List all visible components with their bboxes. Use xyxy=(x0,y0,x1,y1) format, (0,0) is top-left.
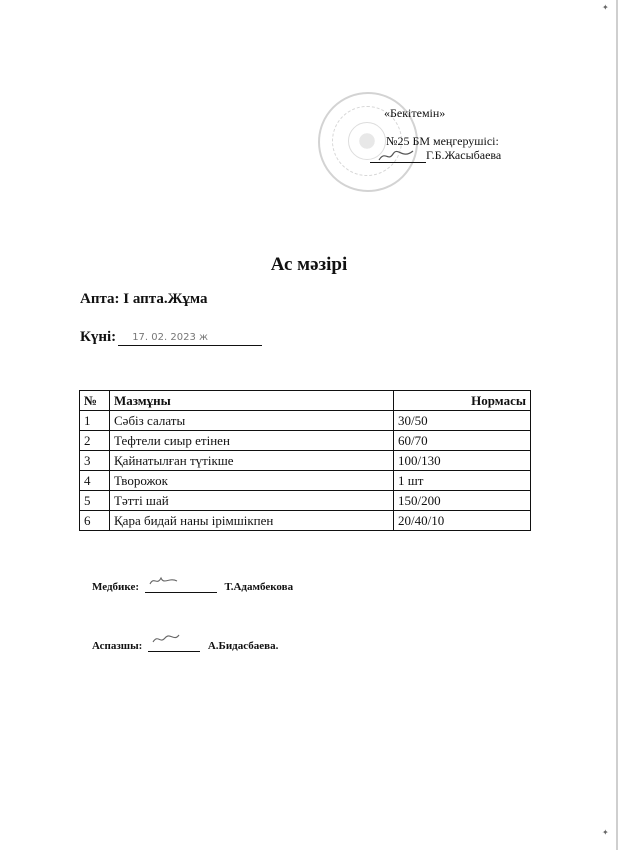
dish-norm: 20/40/10 xyxy=(394,511,531,531)
week-label: Апта: І апта.Жұма xyxy=(80,291,208,307)
nurse-signature xyxy=(145,577,217,593)
nurse-label: Медбике: xyxy=(92,581,139,593)
director-signature xyxy=(370,150,426,163)
menu-table xyxy=(79,390,531,531)
approval-position: №25 БМ меңгерушісі: xyxy=(386,134,499,148)
dish-norm: 60/70 xyxy=(394,431,531,451)
table-row xyxy=(80,491,531,511)
dish-norm: 100/130 xyxy=(394,451,531,471)
table-row xyxy=(80,431,531,451)
dish-name: Қайнатылған түтікше xyxy=(110,451,394,471)
signature-scribble-icon xyxy=(152,632,180,648)
row-number: 4 xyxy=(80,471,110,491)
cook-signature xyxy=(148,636,200,652)
approval-signer-name: Г.Б.Жасыбаева xyxy=(426,148,502,162)
row-number: 3 xyxy=(80,451,110,471)
approval-title: «Бекітемін» xyxy=(384,106,446,120)
cook-name: А.Бидасбаева. xyxy=(207,640,279,652)
table-row xyxy=(80,411,531,431)
row-number: 5 xyxy=(80,491,110,511)
dish-name: Сәбіз салаты xyxy=(110,411,394,431)
nurse-signature-row xyxy=(92,577,293,593)
date-row xyxy=(80,329,262,346)
table-row xyxy=(80,511,531,531)
date-label: Күні: xyxy=(80,329,117,345)
dish-norm: 150/200 xyxy=(394,491,531,511)
date-value: 17. 02. 2023 ж xyxy=(118,330,262,346)
dish-name: Творожок xyxy=(110,471,394,491)
dish-name: Тәтті шай xyxy=(110,491,394,511)
nurse-name: Т.Адамбекова xyxy=(224,581,294,593)
cook-label: Аспазшы: xyxy=(92,640,143,652)
dish-norm: 30/50 xyxy=(394,411,531,431)
table-row xyxy=(80,471,531,491)
table-header-row xyxy=(80,391,531,411)
row-number: 1 xyxy=(80,411,110,431)
row-number: 6 xyxy=(80,511,110,531)
approval-block xyxy=(318,92,558,202)
column-content-header: Мазмұны xyxy=(110,391,394,411)
dish-norm: 1 шт xyxy=(394,471,531,491)
dish-name: Қара бидай наны ірімшікпен xyxy=(110,511,394,531)
signature-scribble-icon xyxy=(149,573,179,589)
dish-name: Тефтели сиыр етінен xyxy=(110,431,394,451)
row-number: 2 xyxy=(80,431,110,451)
scan-mark: ✦ xyxy=(602,828,609,837)
menu-title: Ас мәзірі xyxy=(270,254,348,275)
column-norm-header: Нормасы xyxy=(394,391,531,411)
column-number-header: № xyxy=(80,391,110,411)
signature-scribble-icon xyxy=(378,148,414,164)
approval-signer-line xyxy=(370,148,501,163)
cook-signature-row xyxy=(92,636,278,652)
table-row xyxy=(80,451,531,471)
scan-mark: ✦ xyxy=(602,3,609,12)
